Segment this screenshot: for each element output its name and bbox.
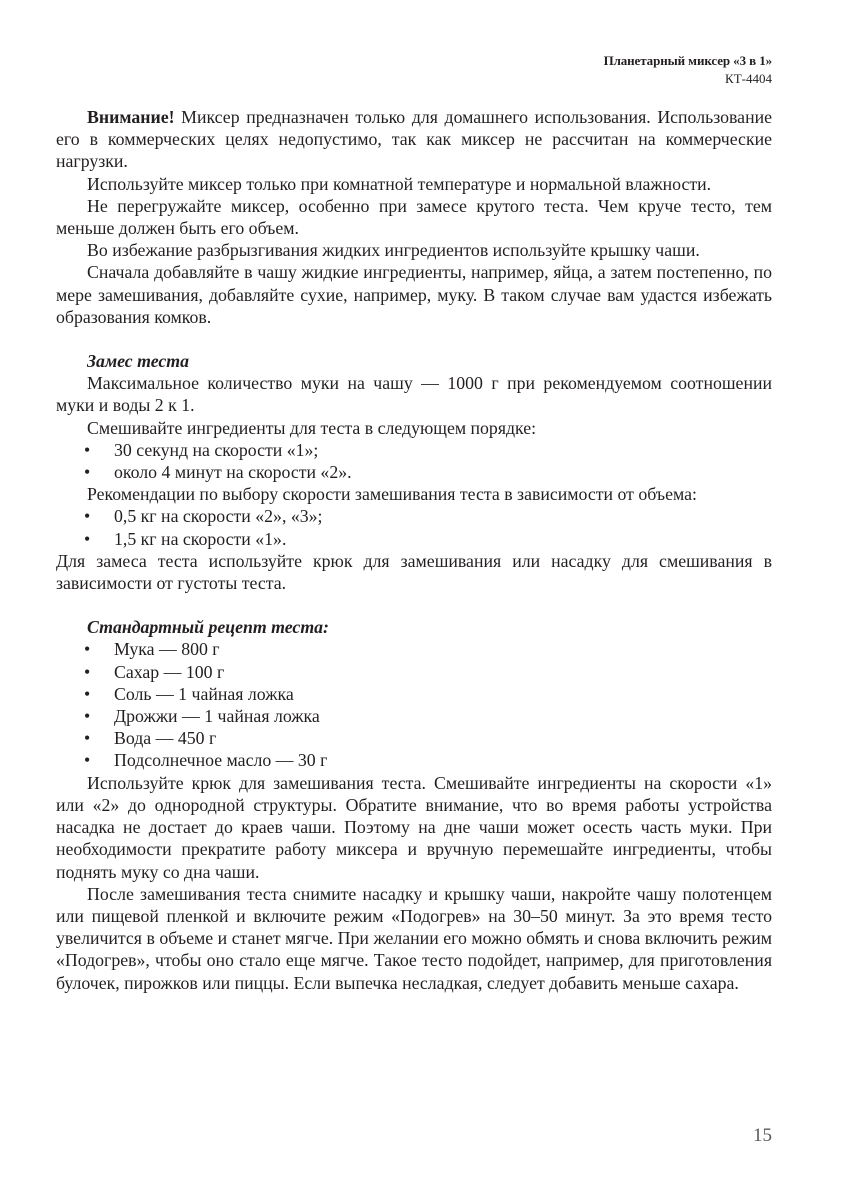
list-item (56, 705, 772, 727)
warning-paragraph (56, 106, 772, 173)
page-header (604, 51, 772, 87)
dough-paragraph-3: Рекомендации по выбору скорости замешивания теста в зависимости от объема: (87, 484, 697, 505)
list-item-text: 1,5 кг на скорости «1». (114, 528, 287, 549)
recipe-section-title: Стандартный рецепт теста: (87, 617, 329, 638)
list-item-text: 0,5 кг на скорости «2», «3»; (114, 506, 323, 527)
section-gap (56, 594, 772, 616)
speed-list (56, 505, 772, 549)
list-item (56, 528, 772, 550)
ingredient-text: Сахар — 100 г (114, 661, 225, 682)
page-content (56, 106, 772, 994)
bullet-icon: • (84, 639, 91, 660)
bullet-icon: • (84, 439, 91, 460)
list-item (56, 505, 772, 527)
list-item (56, 439, 772, 461)
ingredient-text: Соль — 1 чайная ложка (114, 683, 294, 704)
page-number: 15 (753, 1125, 772, 1146)
dough-paragraph-4: Для замеса теста используйте крюк для замешивания или насадку для смешивания в зависимости от густоты теста. (56, 550, 772, 594)
dough-paragraph-1: Максимальное количество муки на чашу — 1000 г при рекомендуемом соотношении муки и воды 2 к 1. (56, 373, 772, 416)
ingredient-text: Подсолнечное масло — 30 г (114, 750, 328, 771)
bullet-icon: • (84, 683, 91, 704)
dough-section-title: Замес теста (87, 351, 189, 372)
ingredients-list (56, 638, 772, 771)
dough-paragraph-2: Смешивайте ингредиенты для теста в следующем порядке: (87, 417, 537, 438)
bullet-icon: • (84, 750, 91, 771)
list-item (56, 661, 772, 683)
warning-text: Миксер предназначен только для домашнего использования. Использование его в коммерческих целях недопустимо, так как миксер не рассчитан на коммерческие нагрузки. (56, 107, 772, 172)
intro-paragraph-2: Используйте миксер только при комнатной температуре и нормальной влажности. (87, 173, 712, 194)
ingredient-text: Дрожжи — 1 чайная ложка (114, 706, 320, 727)
header-model: КТ-4404 (725, 71, 772, 86)
recipe-paragraph-2: После замешивания теста снимите насадку и крышку чаши, накройте чашу полотенцем или пищевой пленкой и включите режим «Подогрев» на 30–50 минут. За это время тесто увеличится в объеме и станет мягче. При желании его можно обмять и снова включить режим «Подогрев», чтобы оно стало еще мягче. Такое тесто подойдет, например, для приготовления булочек, пирожков или пиццы. Если выпечка несладкая, следует добавить меньше сахара. (56, 883, 772, 993)
intro-paragraph-5: Сначала добавляйте в чашу жидкие ингредиенты, например, яйца, а затем постепенно, по мере замешивания, добавляйте сухие, например, муку. В таком случае вам удастся избежать образования комков. (56, 262, 772, 327)
bullet-icon: • (84, 506, 91, 527)
warning-label: Внимание! (87, 107, 175, 127)
ingredient-text: Вода — 450 г (114, 728, 217, 749)
mixing-order-list (56, 439, 772, 483)
recipe-paragraph-1: Используйте крюк для замешивания теста. Смешивайте ингредиенты на скорости «1» или «2» до однородной структуры. Обратите внимание, что во время работы устройства насадка не достает до краев чаши. Поэтому на дне чаши может осесть часть муки. При необходимости прекратите работу миксера и вручную перемешайте ингредиенты, чтобы поднять муку со дна чаши. (56, 772, 772, 882)
intro-paragraph-4: Во избежание разбрызгивания жидких ингредиентов используйте крышку чаши. (87, 240, 700, 261)
bullet-icon: • (84, 528, 91, 549)
list-item-text: 30 секунд на скорости «1»; (114, 439, 319, 460)
bullet-icon: • (84, 462, 91, 483)
ingredient-text: Мука — 800 г (114, 639, 220, 660)
list-item (56, 727, 772, 749)
bullet-icon: • (84, 661, 91, 682)
list-item (56, 638, 772, 660)
bullet-icon: • (84, 728, 91, 749)
section-gap (56, 328, 772, 350)
bullet-icon: • (84, 706, 91, 727)
header-title: Планетарный миксер «3 в 1» (603, 53, 772, 68)
list-item (56, 749, 772, 771)
list-item (56, 461, 772, 483)
list-item-text: около 4 минут на скорости «2». (114, 462, 352, 483)
list-item (56, 683, 772, 705)
intro-paragraph-3: Не перегружайте миксер, особенно при замесе крутого теста. Чем круче тесто, тем меньше должен быть его объем. (56, 195, 772, 239)
